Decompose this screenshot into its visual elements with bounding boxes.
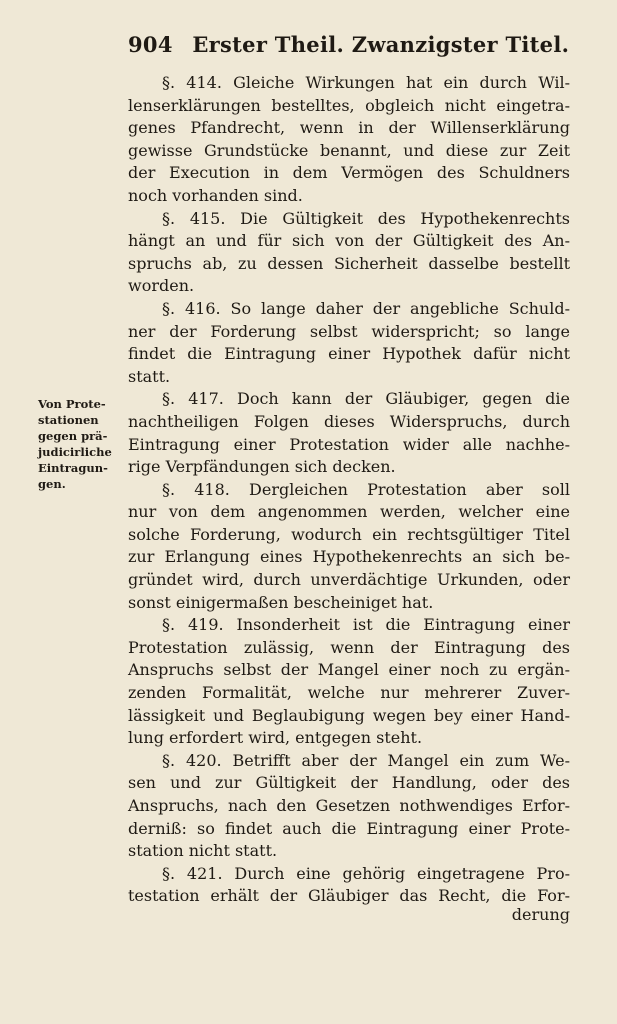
text-line: solche Forderung, wodurch ein rechtsgültiger Titel <box>128 524 570 544</box>
text-line: noch vorhanden sind. <box>128 185 303 205</box>
text-line: der Execution in dem Vermögen des Schuldners <box>128 163 570 183</box>
text-line: §. 420. Betrifft aber der Mangel ein zum We- <box>162 750 570 770</box>
margin-note-line: gegen prä- <box>38 429 108 443</box>
text-line: Eintragung einer Protestation wider alle nachhe- <box>128 434 570 454</box>
page-number: 904 <box>128 32 173 57</box>
text-line: gewisse Grundstücke benannt, und diese zur Zeit <box>128 140 570 160</box>
text-line: ner der Forderung selbst widerspricht; so lange <box>128 321 570 341</box>
text-line: sen und zur Gültigkeit der Handlung, oder des <box>128 773 570 793</box>
text-line: nachtheiligen Folgen dieses Widerspruchs, durch <box>128 411 570 431</box>
text-line: §. 418. Dergleichen Protestation aber soll <box>162 479 570 499</box>
text-line: zur Erlangung eines Hypothekenrechts an sich be- <box>128 547 570 567</box>
text-line: §. 414. Gleiche Wirkungen hat ein durch Wil- <box>162 73 570 92</box>
text-line: Protestation zulässig, wenn der Eintragung des <box>128 637 570 657</box>
running-title: Erster Theil. Zwanzigster Titel. <box>192 32 570 57</box>
text-line: rige Verpfändungen sich decken. <box>128 457 396 477</box>
text-line: lässigkeit und Beglaubigung wegen bey einer Hand- <box>128 705 570 725</box>
text-line: hängt an und für sich von der Gültigkeit des An- <box>128 231 570 251</box>
text-line: §. 416. So lange daher der angebliche Schuld- <box>162 298 570 318</box>
margin-note-line: Eintragun- <box>38 461 108 475</box>
text-line: statt. <box>128 366 171 386</box>
margin-note-line: judicirliche <box>38 445 112 459</box>
text-line: §. 415. Die Gültigkeit des Hypothekenrechts <box>162 208 570 228</box>
text-line: lung erfordert wird, entgegen steht. <box>128 728 423 748</box>
margin-note-line: stationen <box>38 413 99 427</box>
text-line: zenden Formalität, welche nur mehrerer Zuver- <box>128 683 570 703</box>
margin-note <box>38 396 120 492</box>
margin-note-line: Von Prote- <box>38 397 106 411</box>
text-line: sonst einigermaßen bescheiniget hat. <box>128 592 434 612</box>
text-line: Anspruchs selbst der Mangel einer noch zu ergän- <box>128 660 570 680</box>
text-line: §. 419. Insonderheit ist die Eintragung einer <box>162 615 570 635</box>
body-text <box>128 72 570 908</box>
text-line: station nicht statt. <box>128 841 278 861</box>
text-line: genes Pfandrecht, wenn in der Willenserklärung <box>128 118 570 138</box>
text-line: Anspruchs, nach den Gesetzen nothwendiges Erfor- <box>128 796 570 815</box>
margin-note-line: gen. <box>38 477 66 491</box>
text-line: gründet wird, durch unverdächtige Urkunden, oder <box>128 570 570 590</box>
text-line: derniß: so findet auch die Eintragung einer Prote- <box>128 818 570 838</box>
text-line: spruchs ab, zu dessen Sicherheit dasselbe bestellt <box>128 253 570 273</box>
text-line: §. 421. Durch eine gehörig eingetragene Pro- <box>162 863 570 883</box>
text-line: findet die Eintragung einer Hypothek dafür nicht <box>128 344 570 364</box>
text-line: worden. <box>128 276 195 296</box>
text-line: nur von dem angenommen werden, welcher eine <box>128 502 570 522</box>
text-line: lenserklärungen bestelltes, obgleich nicht eingetra- <box>128 95 570 115</box>
catchword: derung <box>511 905 570 924</box>
text-line: §. 417. Doch kann der Gläubiger, gegen die <box>162 389 570 409</box>
text-line: testation erhält der Gläubiger das Recht, die For- <box>128 886 570 906</box>
page-header <box>128 32 570 68</box>
